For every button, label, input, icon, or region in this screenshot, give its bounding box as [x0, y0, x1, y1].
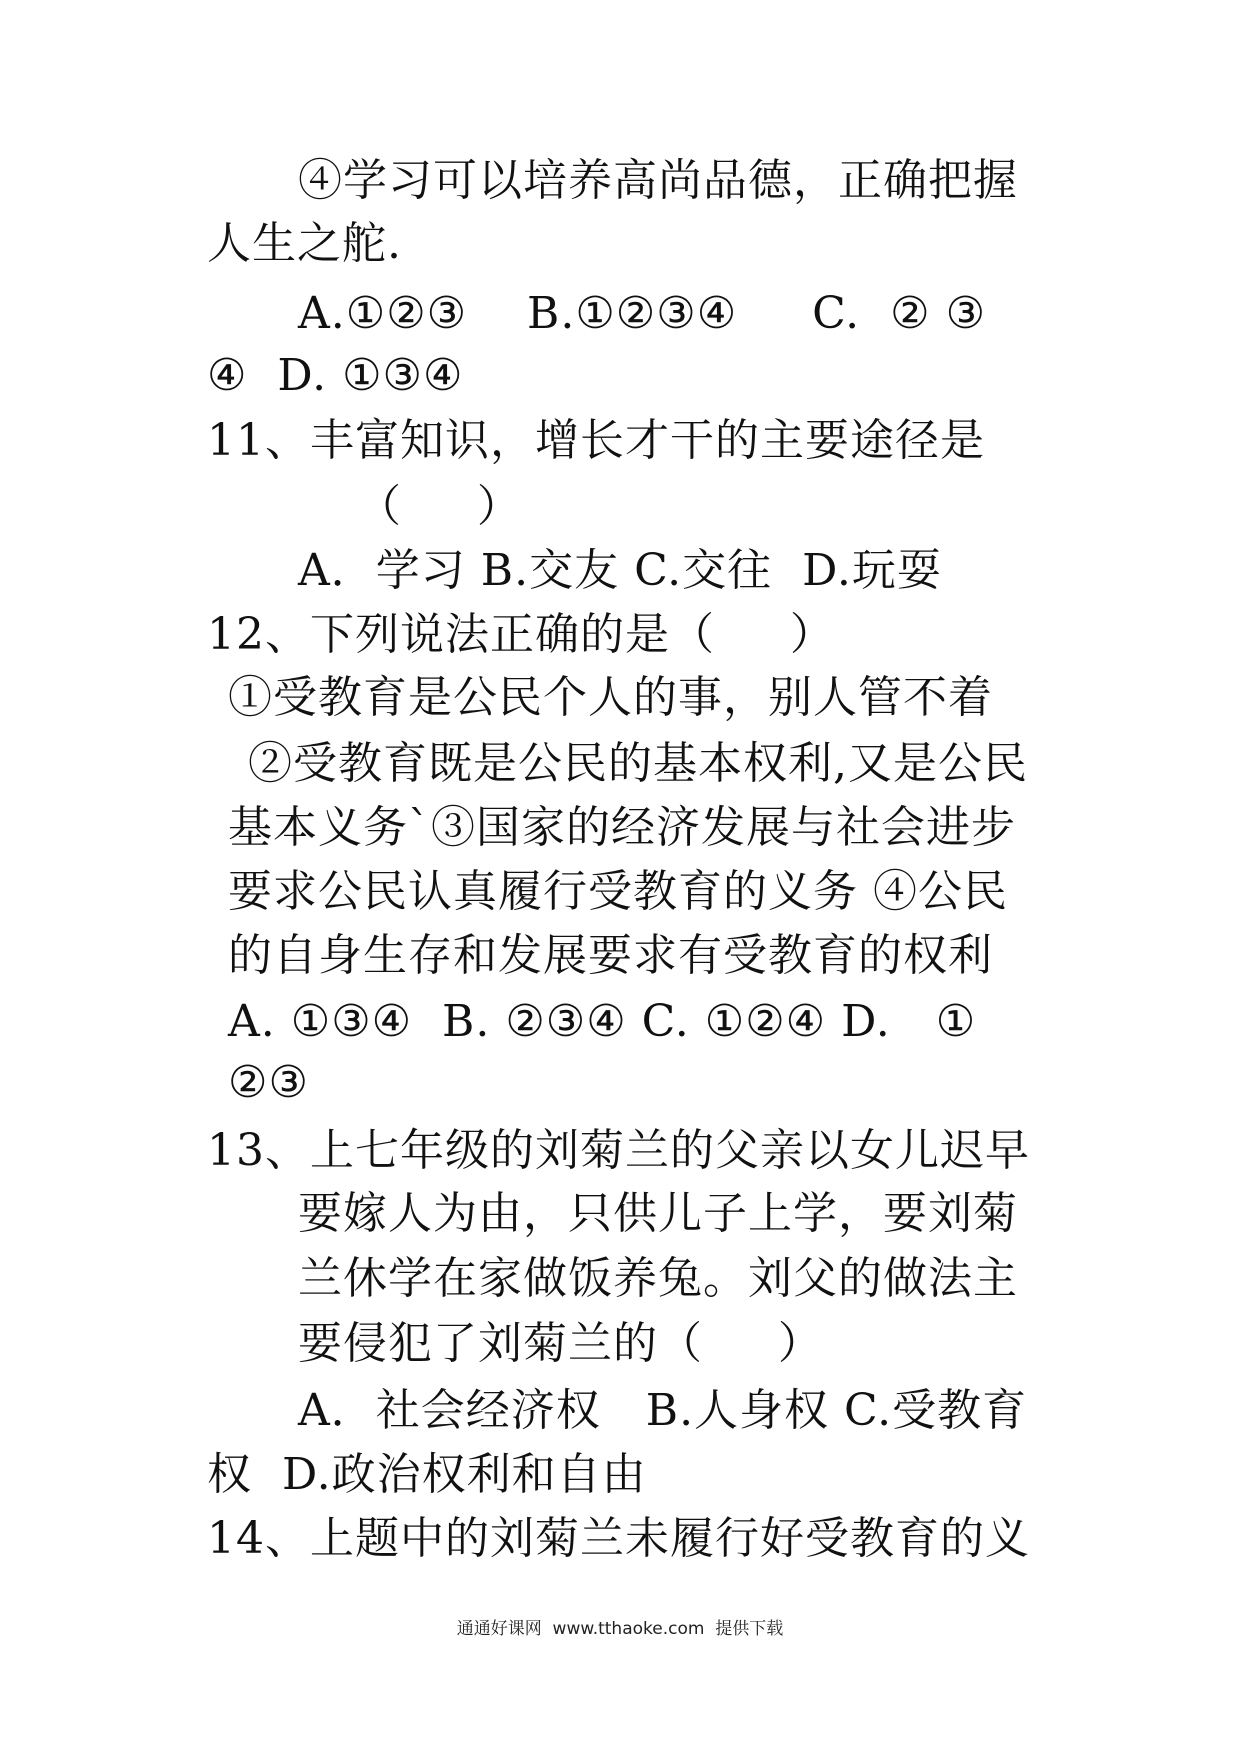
- text-line: 的自身生存和发展要求有受教育的权利: [228, 930, 993, 981]
- text-line: 基本义务`③国家的经济发展与社会进步: [228, 802, 1016, 853]
- question-13: 13、上七年级的刘菊兰的父亲以女儿迟早: [207, 1125, 1030, 1176]
- answer-options: A．社会经济权 B.人身权 C.受教育: [298, 1385, 1028, 1436]
- text-line: ④学习可以培养高尚品德，正确把握: [298, 155, 1018, 206]
- answer-options: ④ D. ①③④: [207, 350, 464, 401]
- text-line: 要嫁人为由，只供儿子上学，要刘菊: [298, 1188, 1018, 1239]
- text-line: 人生之舵.: [207, 218, 402, 269]
- text-line: ②受教育既是公民的基本权利,又是公民: [248, 738, 1028, 789]
- question-11: 11、丰富知识，增长才干的主要途径是: [207, 415, 985, 466]
- answer-options: A.①②③ B.①②③④ C. ② ③: [298, 288, 987, 339]
- answer-blank: （ ）: [357, 481, 522, 532]
- question-12: 12、下列说法正确的是（ ）: [207, 609, 835, 660]
- answer-options: ②③: [228, 1057, 309, 1108]
- answer-options: A. ①③④ B. ②③④ C. ①②④ D. ①: [228, 996, 977, 1047]
- text-line: ①受教育是公民个人的事，别人管不着: [228, 672, 993, 723]
- question-14: 14、上题中的刘菊兰未履行好受教育的义: [207, 1513, 1030, 1564]
- answer-options: 权 D.政治权利和自由: [207, 1449, 647, 1500]
- text-line: 要求公民认真履行受教育的义务 ④公民: [228, 866, 1008, 917]
- page-footer: 通通好课网 www.tthaoke.com 提供下载: [456, 1619, 784, 1639]
- text-line: 兰休学在家做饭养兔。刘父的做法主: [298, 1253, 1018, 1304]
- text-line: 要侵犯了刘菊兰的（ ）: [298, 1318, 823, 1369]
- answer-options: A．学习 B.交友 C.交往 D.玩耍: [298, 545, 942, 596]
